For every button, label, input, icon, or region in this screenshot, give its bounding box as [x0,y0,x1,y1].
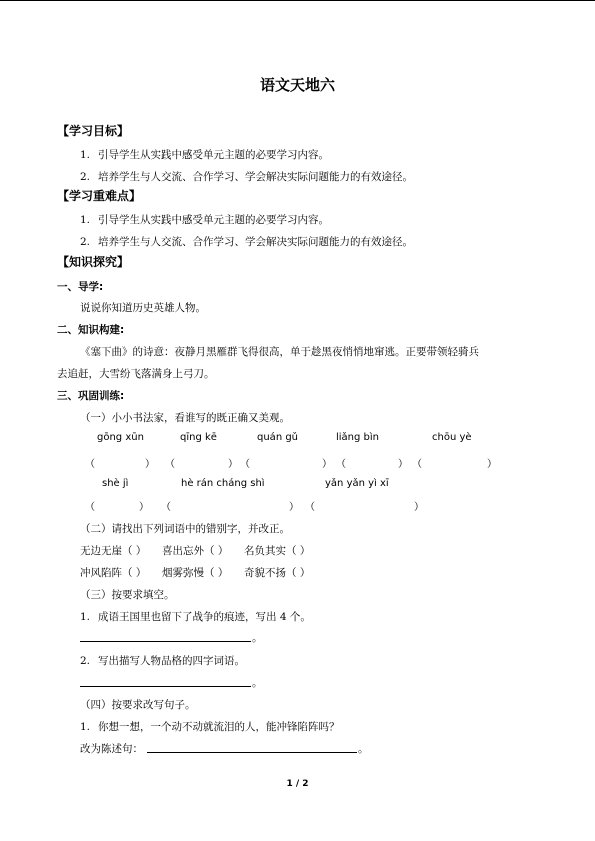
q3-title: （三）按要求填空。 [80,589,175,601]
answer-line-end: 。 [358,743,369,755]
page-number: 1 / 2 [286,779,309,789]
q4-title: （四）按要求改写句子。 [80,699,196,711]
poem-meaning-line-1: 《塞下曲》的诗意：夜静月黑雁群飞得很高，单于趁黑夜悄悄地窜逃。正要带领轻骑兵 [80,346,479,358]
answer-paren-open: （ [305,502,315,513]
top-border [0,0,595,1]
typo-word: 名负其实（ ） [244,545,311,557]
section-knowledge-title: 二、知识构建: [57,324,125,336]
goals-heading: 【学习目标】 [57,124,130,138]
answer-paren-close: ） [289,502,299,513]
key-point-item-1: 1. 引导学生从实践中感受单元主题的必要学习内容。 [80,214,329,226]
answer-paren-open: （ [85,502,95,513]
key-points-heading: 【学习重难点】 [57,189,142,203]
answer-paren-close: ） [322,459,332,470]
answer-paren-open: （ [412,459,422,470]
pinyin-item: qīng kē [180,432,217,443]
pinyin-item: hè rán cháng shì [181,478,265,489]
q1-title: （一）小小书法家，看谁写的既正确又美观。 [80,412,290,424]
pinyin-item: shè jì [102,478,129,489]
answer-line[interactable] [80,686,251,687]
answer-paren-open: （ [240,459,250,470]
section-guide-text: 说说你知道历史英雄人物。 [80,302,206,314]
pinyin-item: chōu yè [432,432,472,443]
key-point-item-2: 2. 培养学生与人交流、合作学习、学会解决实际问题能力的有效途径。 [80,236,413,248]
typo-word: 无边无崖（ ） [80,545,147,557]
goal-item-1: 1. 引导学生从实践中感受单元主题的必要学习内容。 [80,149,329,161]
answer-line-end: 。 [252,632,263,644]
q4-item-1: 1. 你想一想，一个动不动就流泪的人，能冲锋陷阵吗？ [80,721,340,733]
answer-paren-close: ） [145,459,155,470]
answer-paren-open: （ [161,502,171,513]
answer-paren-close: ） [139,502,149,513]
pinyin-item: yǎn yǎn yì xī [325,478,389,489]
q3-item-2: 2. 写出描写人物品格的四字词语。 [80,655,245,667]
answer-line[interactable] [80,641,251,642]
answer-paren-open: （ [336,459,346,470]
answer-paren-close: ） [398,459,408,470]
typo-word: 奇貌不扬（ ） [244,567,311,579]
rewrite-label: 改为陈述句： [80,743,143,755]
pinyin-item: liǎng bìn [336,432,380,443]
answer-line[interactable] [147,752,357,753]
poem-meaning-line-2: 去追赶，大雪纷飞落满身上弓刀。 [57,368,215,380]
explore-heading: 【知识探究】 [57,255,130,269]
typo-word: 喜出忘外（ ） [162,545,229,557]
goal-item-2: 2. 培养学生与人交流、合作学习、学会解决实际问题能力的有效途径。 [80,171,413,183]
pinyin-item: gōng xūn [97,432,144,443]
page-title: 语文天地六 [259,76,335,94]
typo-word: 冲风陷阵（ ） [80,567,147,579]
answer-paren-close: ） [487,459,497,470]
typo-word: 烟雾弥慢（ ） [162,567,229,579]
answer-paren-open: （ [165,459,175,470]
pinyin-item: quán gǔ [257,432,299,443]
q3-item-1: 1. 成语王国里也留下了战争的痕迹，写出 4 个。 [80,611,311,623]
section-practice-title: 三、巩固训练: [57,390,125,402]
q2-title: （二）请找出下列词语中的错别字，并改正。 [80,523,290,535]
answer-line-end: 。 [252,677,263,689]
answer-paren-close: ） [414,502,424,513]
answer-paren-open: （ [85,459,95,470]
section-guide-title: 一、导学: [57,281,104,293]
answer-paren-close: ） [228,459,238,470]
